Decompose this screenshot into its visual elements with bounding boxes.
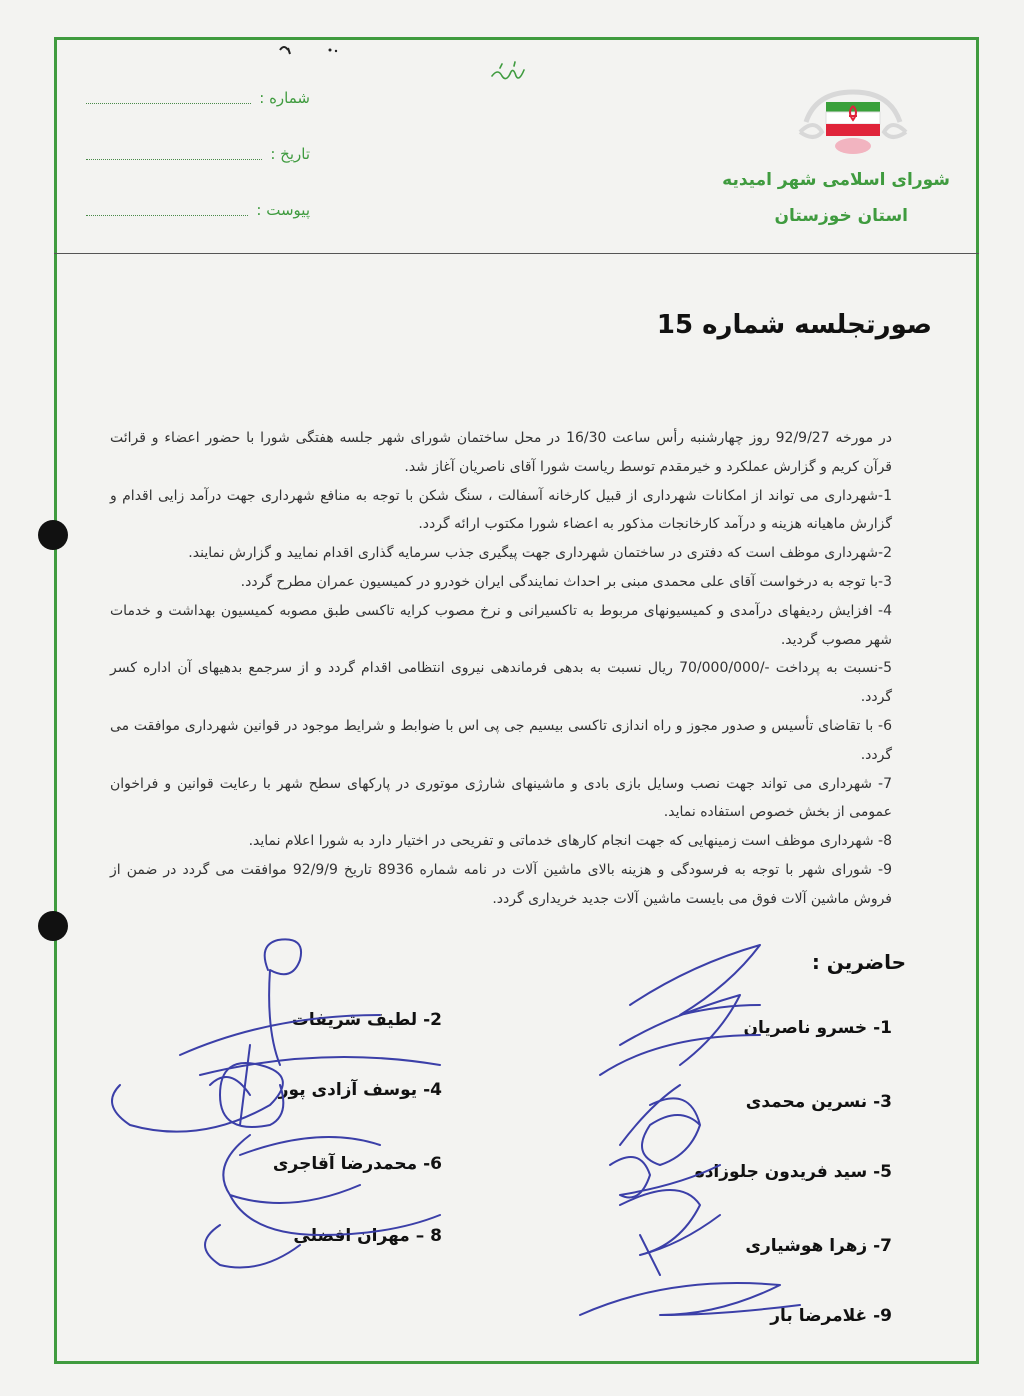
- header-divider: [54, 253, 979, 254]
- number-field: [80, 70, 310, 126]
- resolution-item: 1-شهرداری می تواند از امکانات شهرداری از قبیل کارخانه آسفالت ، سنگ شکن با توجه به منافع شهرداری جهت درآمد زایی اقدام و گزارش ماهیانه هزینه و درآمد کارخانجات مذکور به اعضاء شورا مکتوب ارائه گردد.: [110, 487, 892, 533]
- attendee-name: 4- یوسف آزادی پور: [278, 1080, 442, 1100]
- signature: [265, 939, 301, 1065]
- signature: [223, 1135, 440, 1235]
- signature: [600, 1035, 760, 1145]
- attachment-label: پیوست :: [256, 201, 310, 219]
- attendee-name: 6- محمدرضا آقاجری: [272, 1154, 442, 1174]
- letterhead-fields: [80, 70, 310, 238]
- signatures-right: [560, 935, 880, 1345]
- resolution-item: 6- با تقاضای تأسیس و صدور مجوز و راه اندازی تاکسی بیسیم جی پی اس با ضوابط و شرایط موجود در قوانین شهرداری موافقت می گردد.: [110, 717, 892, 763]
- attendee-name: 8 – مهران افضلی: [293, 1226, 442, 1246]
- attendee-name: 2- لطیف شریفات: [291, 1010, 442, 1030]
- number-label: شماره :: [259, 89, 310, 107]
- page-title: صورتجلسه شماره 15: [656, 310, 932, 340]
- ink-speck: [270, 40, 350, 60]
- resolution-item: 2-شهرداری موظف است که دفتری در ساختمان شهرداری جهت پیگیری جذب سرمایه گذاری اقدام نمایید و گزارش نمایند.: [188, 545, 892, 562]
- council-emblem-icon: [796, 82, 910, 158]
- council-name: شورای اسلامی شهر امیدیه: [722, 170, 950, 190]
- attendee-name: 7- زهرا هوشیاری: [745, 1236, 892, 1256]
- minutes-body: [110, 424, 892, 914]
- resolution-item: 9- شورای شهر با توجه به فرسودگی و هزینه بالای ماشین آلات در نامه شماره 8936 تاریخ 92/9/9 موافقت می گردد در ضمن از فروش ماشین آلات فوق می بایست ماشین آلات جدید خریداری گردد.: [110, 861, 893, 907]
- date-field: [80, 126, 310, 182]
- signatures-left: [100, 925, 520, 1285]
- signature: [112, 1063, 283, 1132]
- attachment-field: [80, 182, 310, 238]
- resolution-item: 3-با توجه به درخواست آقای علی محمدی مبنی بر احداث نمایندگی ایران خودرو در کمیسیون عمران مطرح گردد.: [240, 573, 892, 590]
- attendee-name: 3- نسرین محمدی: [745, 1092, 892, 1112]
- basmala-calligraphy: [488, 58, 528, 88]
- resolution-item: 4- افزایش ردیفهای درآمدی و کمیسیونهای مربوط به تاکسیرانی و نرخ مصوب کرایه تاکسی طبق مصوبه کمیسیون بهداشت و خدمات شهر مصوب گردید.: [110, 602, 892, 648]
- signature: [620, 945, 760, 1065]
- resolution-item: 7- شهرداری می تواند جهت نصب وسایل بازی بادی و ماشینهای شارژی موتوری در پارکهای سطح شهر با رعایت قوانین و فراخوان عمومی از بخش خصوص استفاده نماید.: [110, 775, 892, 821]
- punch-hole: [38, 911, 68, 941]
- attendees-heading: حاضرین :: [811, 950, 906, 974]
- signature: [580, 1283, 800, 1315]
- date-label: تاریخ :: [270, 145, 310, 163]
- resolution-item: 8- شهرداری موظف است زمینهایی که جهت انجام کارهای خدماتی و تفریحی در اختیار دارد به شورا اعلام نماید.: [248, 833, 892, 850]
- punch-hole: [38, 520, 68, 550]
- province-name: استان خوزستان: [774, 206, 908, 226]
- attendee-name: 9- غلامرضا بار: [770, 1306, 892, 1326]
- attendee-name: 1- خسرو ناصریان: [743, 1018, 892, 1038]
- intro-paragraph: در مورخه 92/9/27 روز چهارشنبه رأس ساعت 16/30 در محل ساختمان شورای شهر جلسه هفتگی شورا با حضور اعضاء و قرائت قرآن کریم و گزارش عملکرد و خیرمقدم توسط ریاست شورا آقای ناصریان آغاز شد.: [110, 430, 892, 475]
- attendee-name: 5- سید فریدون جلوزاده: [694, 1162, 892, 1182]
- resolution-item: 5-نسبت به پرداخت -/70/000/000 ریال نسبت به بدهی فرماندهی نیروی انتظامی اقدام گردد و از سرجمع بدهیهای آن اداره کسر گردد.: [110, 660, 892, 706]
- signature: [180, 1015, 440, 1125]
- signature: [620, 1190, 720, 1275]
